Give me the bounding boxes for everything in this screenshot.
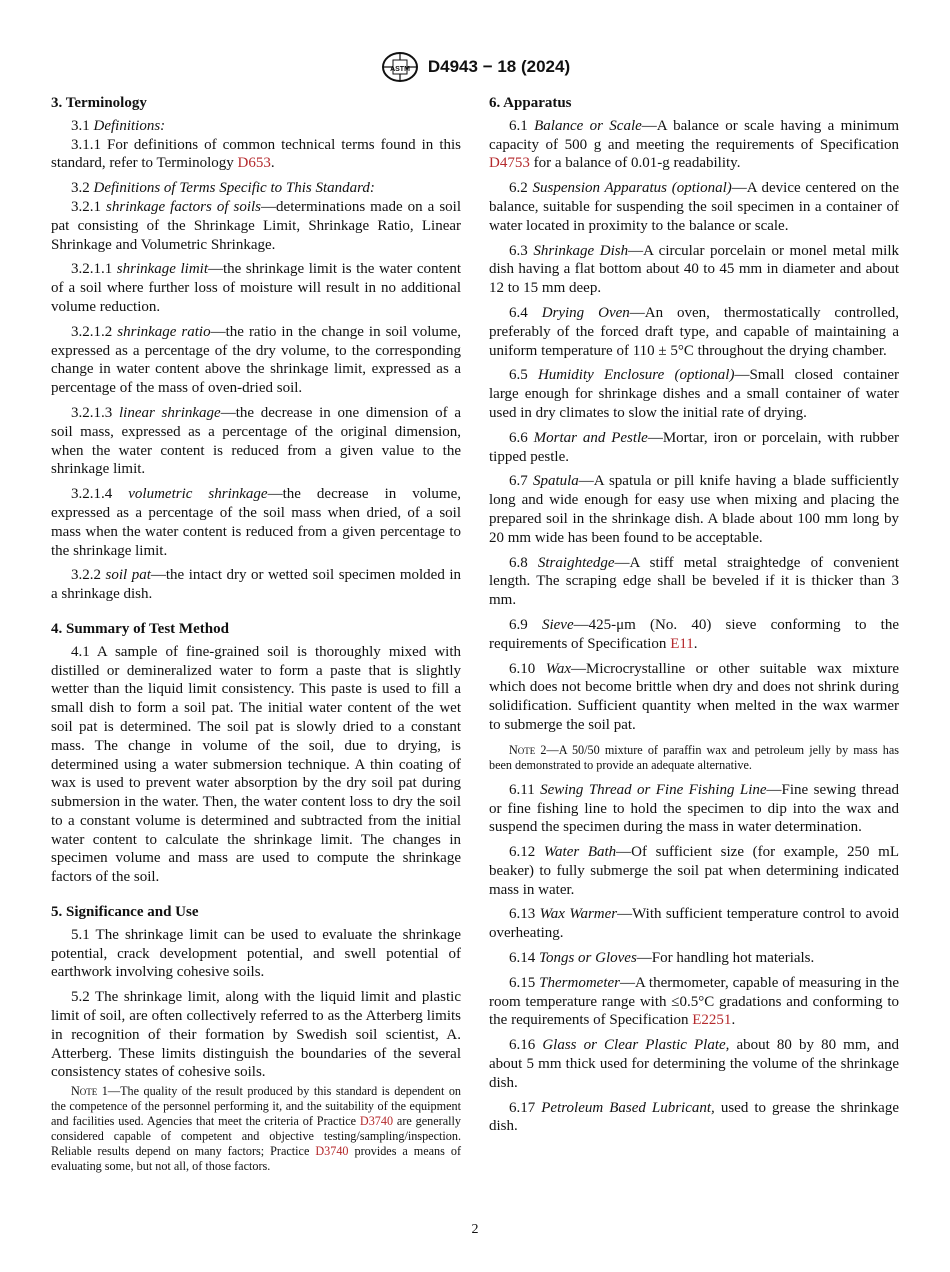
para-6-3: 6.3 Shrinkage Dish—A circular porcelain or monel metal milk dish having a flat bottom about 40 to 45 mm in diameter and about 12 to 15 mm deep. <box>489 242 900 297</box>
section-6-heading: 6. Apparatus <box>489 95 572 111</box>
para-3-2-1-3: 3.2.1.3 linear shrinkage—the decrease in one dimension of a soil mass, expressed as a percentage of the original dimension, when the water content is reduced from a given value to the shrinkage limit. <box>51 404 461 478</box>
link-e2251[interactable]: E2251 <box>692 1012 732 1029</box>
para-6-11: 6.11 Sewing Thread or Fine Fishing Line—Fine sewing thread or fine fishing line to hold the specimen to dip into the wax and suspend the specimen during the mass in water determination. <box>489 781 899 836</box>
note-1: Note 1—The quality of the result produced by this standard is dependent on the competence of the personnel performing it, and the suitability of the equipment and facilities used. Agencies that meet the criteria of Practice D3740 are generally considered capable of competent and objective testing/sampling/inspection. Reliable results depend on many factors; Practice D3740 provides a means of evaluating some, but not all, of those factors. <box>51 1084 462 1174</box>
para-5-2: 5.2 The shrinkage limit, along with the liquid limit and plastic limit of soil, are often collectively referred to as the Atterberg limits in recognition of their formation by Swedish soil scientist, A. Atterberg. These limits distinguish the boundaries of the several consistency states of cohesive soils. <box>51 989 461 1081</box>
para-6-12: 6.12 Water Bath—Of sufficient size (for example, 250 mL beaker) to fully submerge the soil pat when determining indicated mass in water. <box>489 844 899 898</box>
para-6-1: 6.1 Balance or Scale—A balance or scale having a minimum capacity of 500 g and meeting the requirements of Specification D4753 for a balance of 0.01-g readability. <box>489 117 899 172</box>
para-6-14: 6.14 Tongs or Gloves—For handling hot materials. <box>509 950 815 967</box>
para-3-2-1-2: 3.2.1.2 shrinkage ratio—the ratio in the change in soil volume, expressed as a percentage of the dry volume, to the corresponding change in water content above the shrinkage limit, expressed as a percentage of the mass of oven-dried soil. <box>51 323 461 397</box>
section-4-heading: 4. Summary of Test Method <box>51 620 229 637</box>
document-header <box>0 50 950 84</box>
right-column <box>489 90 899 1142</box>
note-2: Note 2—A 50/50 mixture of paraffin wax and petroleum jelly by mass has been demonstrated to provide an adequate alternative. <box>489 742 899 772</box>
para-5-1: 5.1 The shrinkage limit can be used to evaluate the shrinkage potential, crack development potential, and swell potential of earthwork involving cohesive soils. <box>51 926 461 981</box>
page-number: 2 <box>471 1222 479 1237</box>
para-3-2-1-4: 3.2.1.4 volumetric shrinkage—the decrease in volume, expressed as a percentage of the soil mass when dried, of a soil mass when the water content is reduced from a given percentage to the shrinkage limit. <box>51 486 461 559</box>
para-6-5: 6.5 Humidity Enclosure (optional)—Small closed container large enough for shrinkage dishes and a small container of water used in dry climates to slow the initial rate of drying. <box>489 367 899 421</box>
para-6-6: 6.6 Mortar and Pestle—Mortar, iron or porcelain, with rubber tipped pestle. <box>489 429 899 465</box>
section-3-heading: 3. Terminology <box>51 95 147 111</box>
para-6-7: 6.7 Spatula—A spatula or pill knife having a blade sufficiently long and wide enough for easy use when mixing and placing the prepared soil in the shrinkage dish. A blade about 100 mm long by 20 mm wide has been found to be acceptable. <box>489 473 900 546</box>
para-6-9: 6.9 Sieve—425-μm (No. 40) sieve conforming to the requirements of Specification E11. <box>489 616 899 652</box>
para-6-2: 6.2 Suspension Apparatus (optional)—A device centered on the balance, suitable for suspending the soil specimen in a container of water located in proximity to the balance or scale. <box>489 180 899 234</box>
astm-logo-icon <box>380 50 420 84</box>
para-6-13: 6.13 Wax Warmer—With sufficient temperature control to avoid overheating. <box>489 906 900 942</box>
link-d3740-second[interactable]: D3740 <box>315 1144 349 1159</box>
para-3-2-2: 3.2.2 soil pat—the intact dry or wetted soil specimen molded in a shrinkage dish. <box>51 567 462 603</box>
para-6-17: 6.17 Petroleum Based Lubricant, used to grease the shrinkage dish. <box>489 1099 899 1135</box>
link-e11[interactable]: E11 <box>670 635 694 652</box>
para-3-2-1-1: 3.2.1.1 shrinkage limit—the shrinkage limit is the water content of a soil where further loss of moisture will result in no additional volume reduction. <box>51 261 461 315</box>
para-3-2: 3.2 Definitions of Terms Specific to This Standard: <box>71 180 375 197</box>
left-column <box>51 90 461 1182</box>
document-id: D4943 − 18 (2024) <box>427 57 571 76</box>
para-4-1: 4.1 A sample of fine-grained soil is thoroughly mixed with distilled or demineralized water to form a paste that is slightly wetter than the liquid limit consistency. This paste is used to fill a small dish to form a soil pat. The initial water content of the wet soil pat is determined. The soil pat is slowly dried to a constant mass. The change in volume of the soil, due to drying, is determined using a water submersion technique. A thin coating of wax is used to prevent water absorption by the dry soil pat during submersion in the water. Then, the water content loss to dry the soil to a constant volume is determined and subtracted from the initial water content to calculate the shrinkage limit. The changes in specimen volume and mass are used to compute the shrinkage factors of the soil. <box>51 643 461 886</box>
para-6-15: 6.15 Thermometer—A thermometer, capable of measuring in the room temperature range with ≤0.5°C gradations and conforming to the requirements of Specification E2251. <box>489 974 900 1029</box>
para-6-10: 6.10 Wax—Microcrystalline or other suitable wax mixture which does not become brittle when dry and does not shrink during solidification. Sufficient quantity when melted in the wax warmer to submerge the soil pat. <box>489 660 899 733</box>
para-6-16: 6.16 Glass or Clear Plastic Plate, about 80 by 80 mm, and about 5 mm thick used for determining the volume of the shrinkage dish. <box>489 1037 900 1091</box>
link-d653[interactable]: D653 <box>237 155 271 172</box>
para-3-2-1: 3.2.1 shrinkage factors of soils—determinations made on a soil pat consisting of the Shrinkage Limit, Shrinkage Ratio, Linear Shrinkage and Volumetric Shrinkage. <box>51 198 461 253</box>
para-3-1-1: 3.1.1 For definitions of common technical terms found in this standard, refer to Terminology D653. <box>51 136 461 172</box>
link-d3740[interactable]: D3740 <box>359 1114 394 1129</box>
svg-text:ASTM: ASTM <box>389 66 410 73</box>
link-d4753[interactable]: D4753 <box>489 155 530 172</box>
para-6-4: 6.4 Drying Oven—An oven, thermostatically controlled, preferably of the forced draft type, and capable of maintaining a uniform temperature of 110 ± 5°C throughout the drying chamber. <box>489 304 899 359</box>
section-5-heading: 5. Significance and Use <box>51 904 199 921</box>
para-3-1: 3.1 Definitions: <box>71 117 166 134</box>
para-6-8: 6.8 Straightedge—A stiff metal straightedge of convenient length. The scraping edge shall be beveled if it is thicker than 3 mm. <box>489 554 900 609</box>
